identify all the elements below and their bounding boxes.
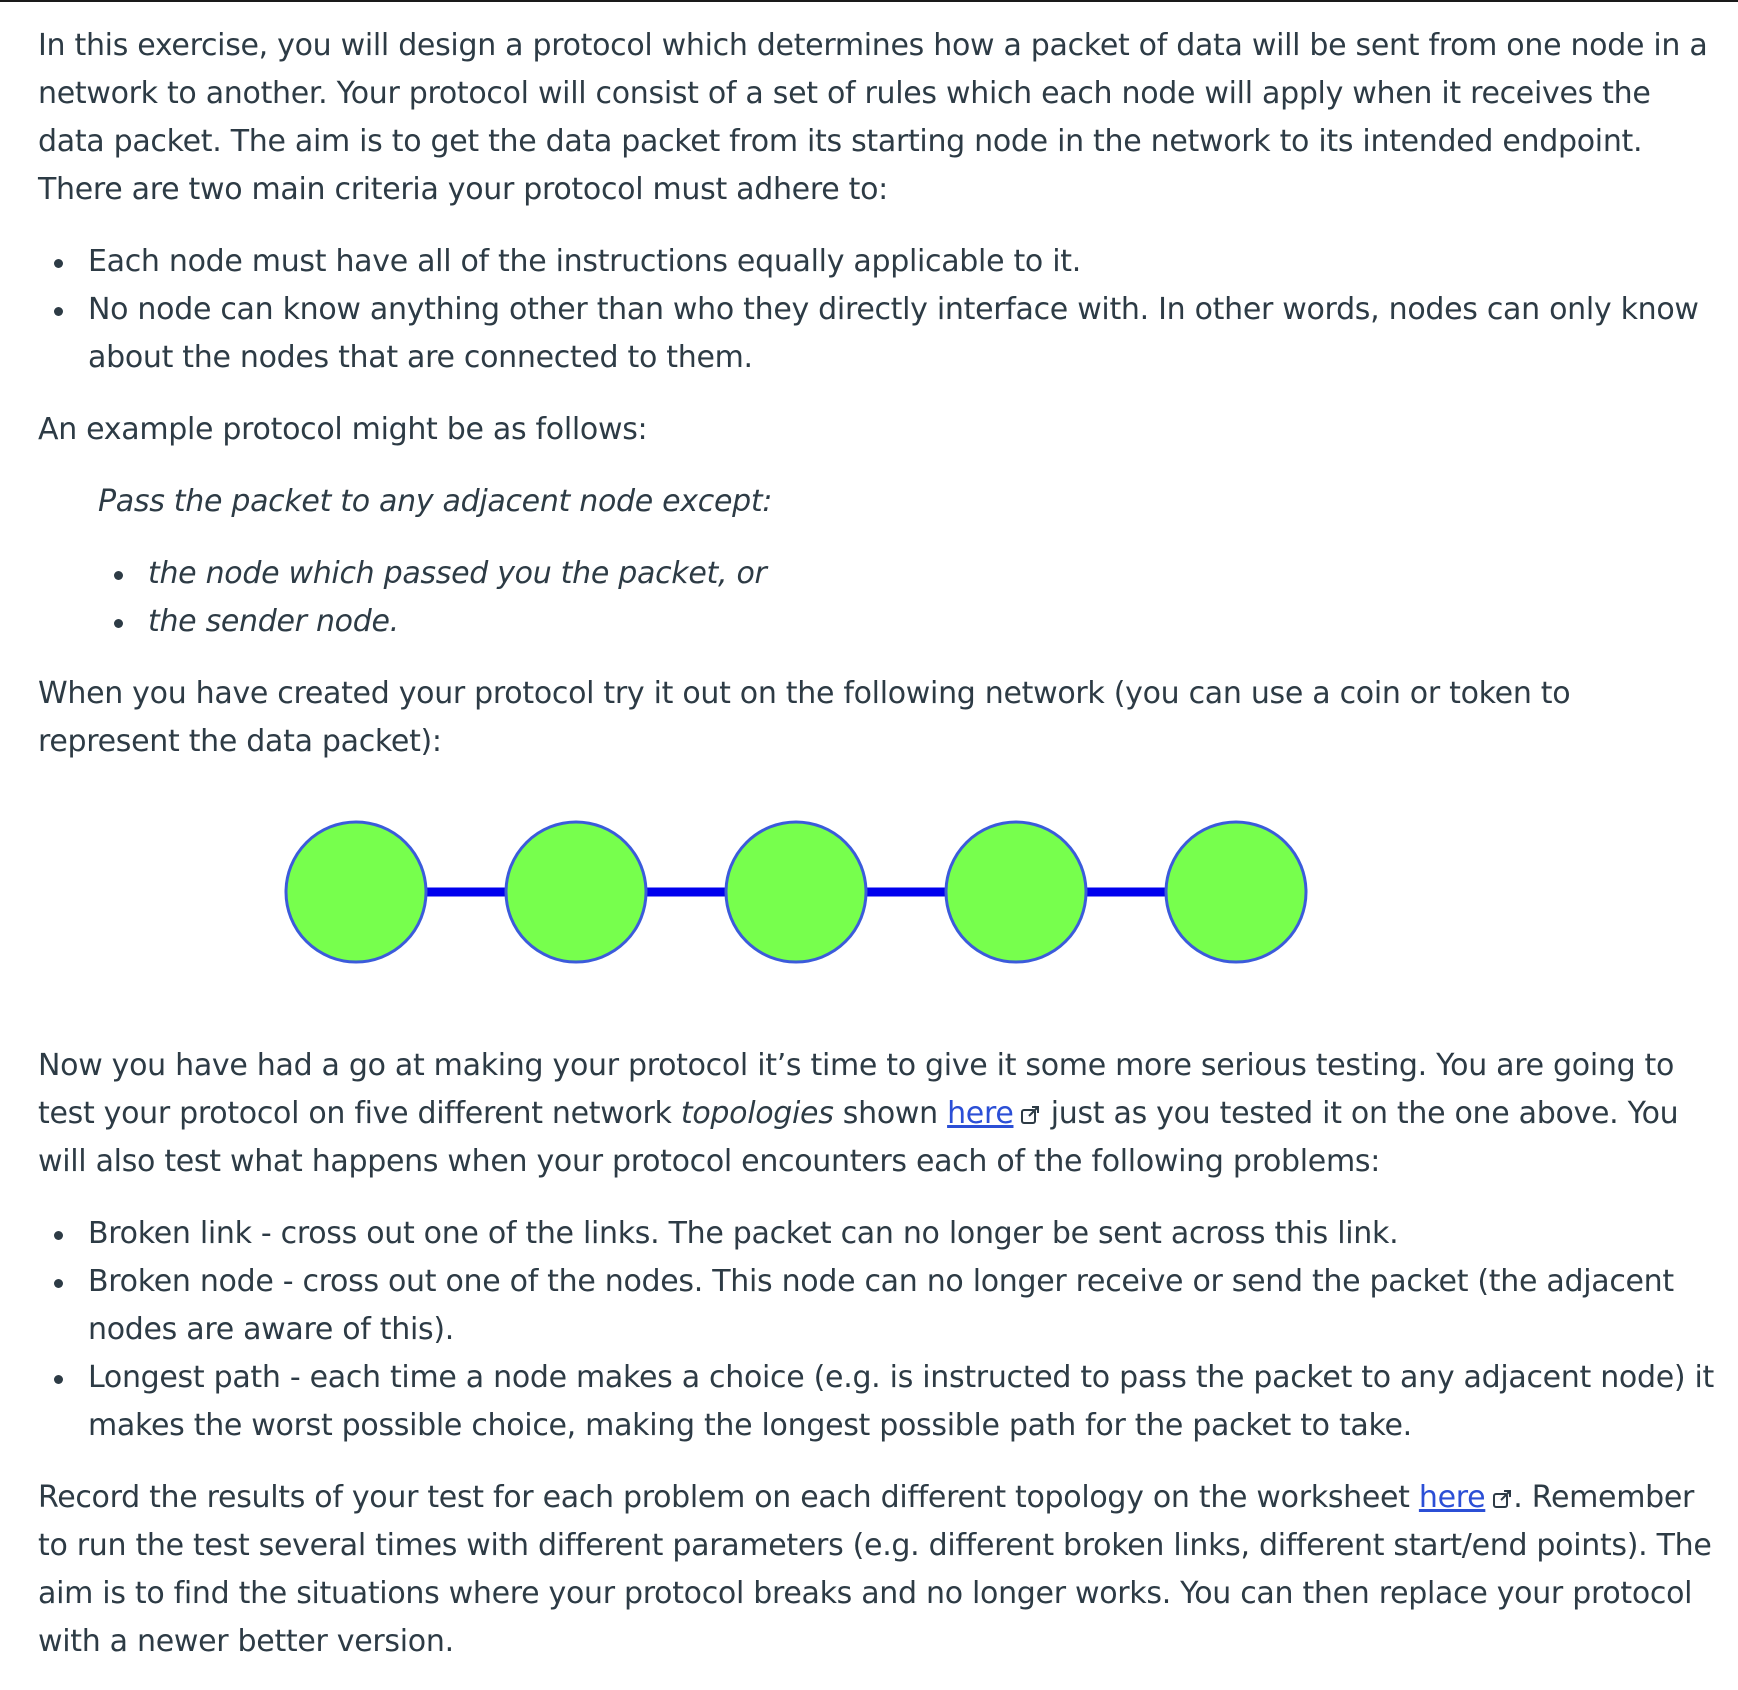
network-node [726,822,866,962]
testing-paragraph [38,1042,1718,1186]
worksheet-link[interactable]: here [1418,1480,1486,1515]
topologies-term: topologies [680,1096,834,1131]
external-link-icon[interactable] [1019,1104,1041,1126]
testing-text: just as you tested it on the one above. You will also test what happens when your protocol encounters each of the following problems: [38,1096,1679,1179]
criteria-list [38,238,1718,382]
network-node [1166,822,1306,962]
testing-text: Now you have had a go at making your protocol it’s time to give it some more serious testing. You are going to test your protocol on five different network [38,1048,1675,1131]
lesson-content [38,22,1718,1690]
example-intro: An example protocol might be as follows: [38,412,648,447]
problem-item: Broken node - cross out one of the nodes. This node can no longer receive or send the packet (the adjacent nodes are aware of this). [88,1258,1718,1354]
record-text: Record the results of your test for each problem on each different topology on the worksheet [38,1480,1419,1515]
problem-item: Longest path - each time a node makes a choice (e.g. is instructed to pass the packet to any adjacent node) it makes the worst possible choice, making the longest possible path for the packet to take. [88,1354,1718,1450]
network-node [506,822,646,962]
criteria-item: Each node must have all of the instructions equally applicable to it. [88,238,1718,286]
testing-text: shown [833,1096,948,1131]
record-paragraph [38,1474,1718,1666]
network-node [946,822,1086,962]
topologies-link[interactable]: here [947,1096,1014,1131]
example-item: the node which passed you the packet, or [148,550,1718,598]
example-protocol [98,478,1718,646]
record-text: . Remember to run the test several times with different parameters (e.g. different broken links, different start/end points). The aim is to find the situations where your protocol breaks and no longer works. You can then replace your protocol with a newer better version. [38,1480,1712,1659]
example-lead: Pass the packet to any adjacent node except: [98,484,773,519]
criteria-item: No node can know anything other than who they directly interface with. In other words, nodes can only know about the nodes that are connected to them. [88,286,1718,382]
external-link-icon[interactable] [1491,1488,1513,1510]
problem-item: Broken link - cross out one of the links. The packet can no longer be sent across this link. [88,1210,1718,1258]
network-diagram [38,792,1718,992]
problems-list [38,1210,1718,1450]
top-divider [0,0,1738,2]
example-list [98,550,1718,646]
network-node [286,822,426,962]
try-it-paragraph: When you have created your protocol try it out on the following network (you can use a coin or token to represent the data packet): [38,676,1571,759]
example-item: the sender node. [148,598,1718,646]
intro-paragraph: In this exercise, you will design a protocol which determines how a packet of data will be sent from one node in a network to another. Your protocol will consist of a set of rules which each node will apply when it receives the data packet. The aim is to get the data packet from its starting node in the network to its intended endpoint. There are two main criteria your protocol must adhere to: [38,28,1708,207]
